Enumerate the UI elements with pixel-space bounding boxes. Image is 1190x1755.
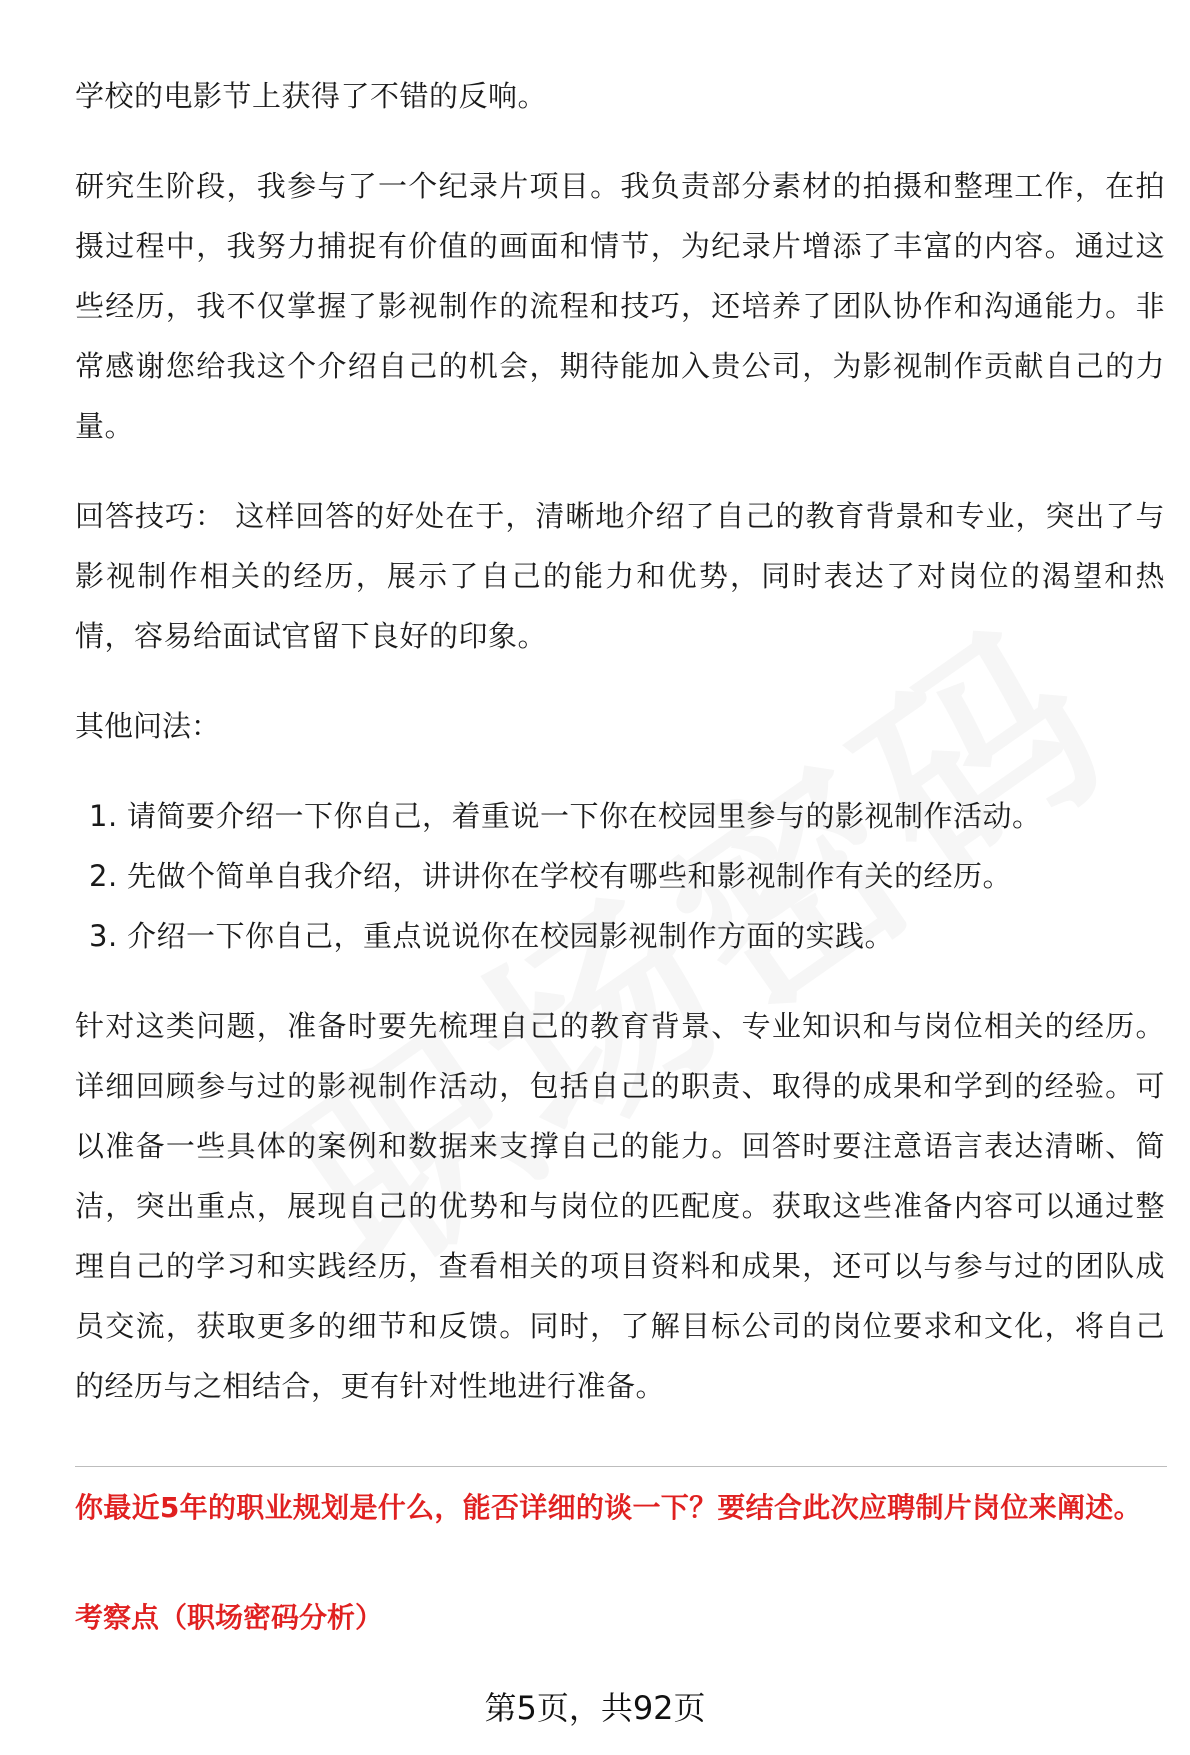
list-item [89, 846, 1165, 906]
list-item-text: 请简要介绍一下你自己，着重说一下你在校园里参与的影视制作活动。 [127, 799, 1042, 833]
next-question-title: 你最近5年的职业规划是什么，能否详细的谈一下？要结合此次应聘制片岗位来阐述。 [75, 1491, 1142, 1524]
paragraph-intro-end: 学校的电影节上获得了不错的反响。 [75, 79, 548, 113]
paragraph-graduate-experience: 研究生阶段，我参与了一个纪录片项目。我负责部分素材的拍摄和整理工作，在拍摄过程中，我努力捕捉有价值的画面和情节，为纪录片增添了丰富的内容。通过这些经历，我不仅掌握了影视制作的流程和技巧，还培养了团队协作和沟通能力。非常感谢您给我这个介绍自己的机会，期待能加入贵公司，为影视制作贡献自己的力量。 [75, 169, 1165, 443]
content-area [75, 66, 1165, 1446]
paragraph-preparation-advice: 针对这类问题，准备时要先梳理自己的教育背景、专业知识和与岗位相关的经历。详细回顾参与过的影视制作活动，包括自己的职责、取得的成果和学到的经验。可以准备一些具体的案例和数据来支撑自己的能力。回答时要注意语言表达清晰、简洁，突出重点，展现自己的优势和与岗位的匹配度。获取这些准备内容可以通过整理自己的学习和实践经历，查看相关的项目资料和成果，还可以与参与过的团队成员交流，获取更多的细节和反馈。同时，了解目标公司的岗位要求和文化，将自己的经历与之相结合，更有针对性地进行准备。 [75, 1009, 1165, 1403]
page-number-footer: 第5页，共92页 [484, 1689, 706, 1727]
list-item-number: 2. [89, 859, 118, 893]
list-item [89, 786, 1165, 846]
list-item [89, 906, 1165, 966]
list-item-text: 先做个简单自我介绍，讲讲你在学校有哪些和影视制作有关的经历。 [127, 859, 1013, 893]
other-questions-list [75, 786, 1165, 966]
other-questions-heading: 其他问法： [75, 709, 221, 743]
list-item-number: 1. [89, 799, 118, 833]
paragraph-answer-tips: 回答技巧： 这样回答的好处在于，清晰地介绍了自己的教育背景和专业，突出了与影视制作相关的经历，展示了自己的能力和优势，同时表达了对岗位的渴望和热情，容易给面试官留下良好的印象。 [75, 499, 1165, 653]
list-item-text: 介绍一下你自己，重点说说你在校园影视制作方面的实践。 [127, 919, 895, 953]
next-question-subtitle: 考察点（职场密码分析） [75, 1601, 384, 1634]
list-item-number: 3. [89, 919, 118, 953]
section-divider [75, 1466, 1167, 1467]
